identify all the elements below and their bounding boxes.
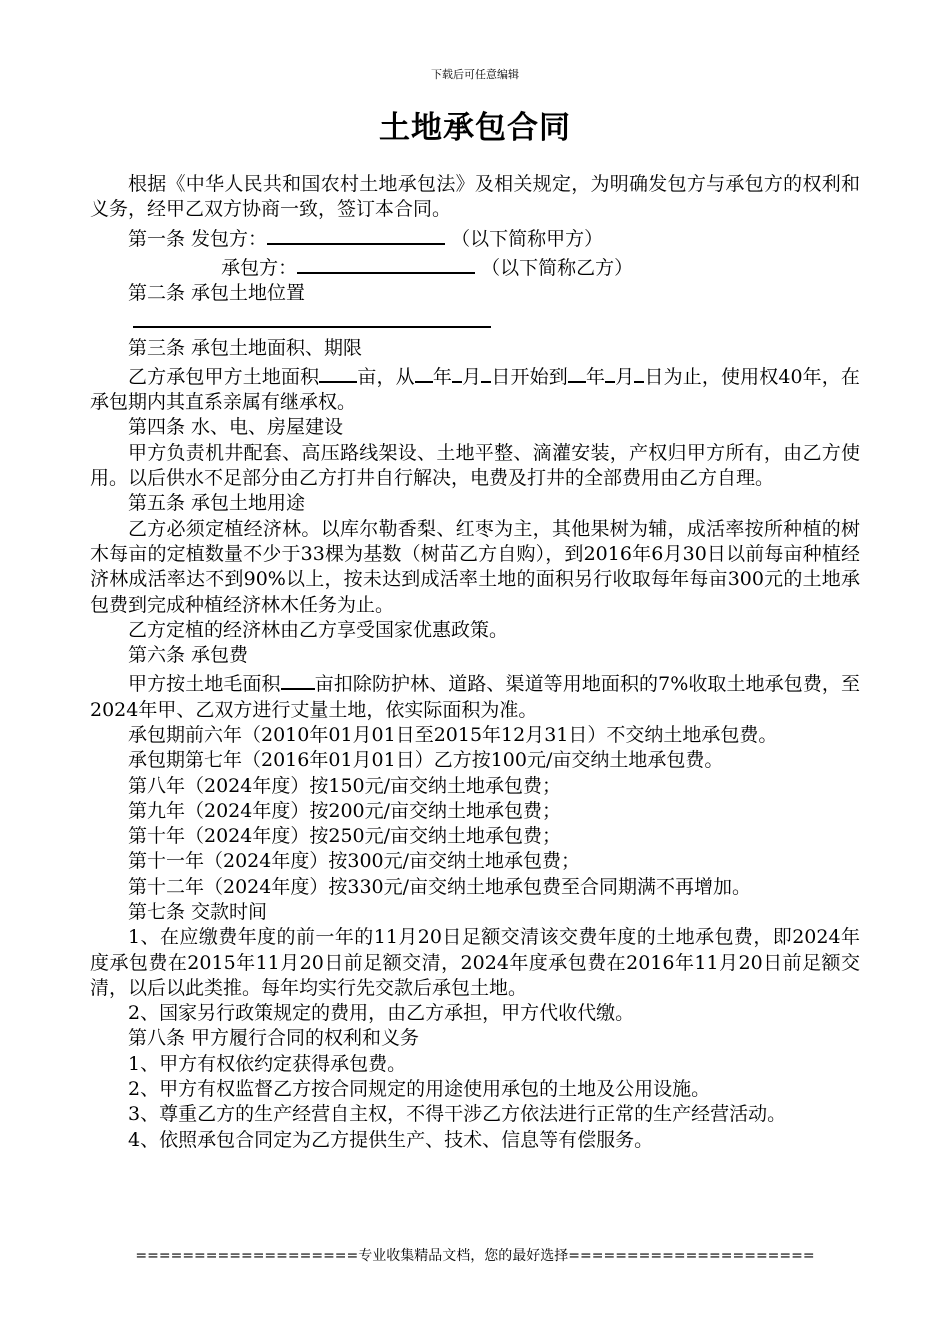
article-7-heading: 第七条 交款时间 <box>128 901 268 923</box>
article-3-text <box>90 361 860 416</box>
article-6-text-5: 第九年（2024年度）按200元/亩交纳土地承包费； <box>128 799 562 822</box>
article-4-heading: 第四条 水、电、房屋建设 <box>128 416 344 439</box>
from-text: 亩，从 <box>357 365 415 388</box>
year-text-2: 年 <box>585 365 606 388</box>
article-1-lessor-line <box>90 223 860 252</box>
area-blank <box>319 361 357 383</box>
lessee-label: 承包方： <box>221 256 298 279</box>
article-7-text-1: 1、在应缴费年度的前一年的11月20日足额交清该交费年度的土地承包费，即2024年度承包费在2015年11月20日前足额交清，2024年度承包费在2016年11月20日前足额交清，以后以此类推。每年均实行先交款后承包土地。 <box>90 926 860 999</box>
month-text: 月 <box>462 365 482 388</box>
article-6-text-7: 第十一年（2024年度）按300元/亩交纳土地承包费； <box>128 850 581 873</box>
article-6-heading: 第六条 承包费 <box>128 644 249 667</box>
article-4-text: 甲方负责机井配套、高压路线架设、土地平整、滴灌安装，产权归甲方所有，由乙方使用。以后供水不足部分由乙方打井自行解决，电费及打井的全部费用由乙方自理。 <box>90 441 860 490</box>
article-8-text-4: 4、依照承包合同定为乙方提供生产、技术、信息等有偿服务。 <box>128 1128 654 1151</box>
article-2-location-line <box>90 306 860 335</box>
deduction-text: 亩扣除防护林、道路、渠道等用地面积的7%收取土地承包费，至2024年甲、乙双方进行丈量土地，依实际面积为准。 <box>90 673 860 721</box>
location-blank <box>133 306 491 328</box>
article-1-lessee-line <box>90 252 860 281</box>
start-year-blank <box>415 361 433 383</box>
article-7-text-2: 2、国家另行政策规定的费用，由乙方承担，甲方代收代缴。 <box>128 1002 635 1025</box>
article-8-text-2: 2、甲方有权监督乙方按合同规定的用途使用承包的土地及公用设施。 <box>128 1078 711 1101</box>
lessee-suffix: （以下简称乙方） <box>481 256 634 279</box>
lessee-blank <box>297 252 475 274</box>
article-5-heading: 第五条 承包土地用途 <box>128 492 306 515</box>
gross-area-text: 甲方按土地毛面积 <box>128 673 281 696</box>
article-6-text-2: 承包期前六年（2010年01月01日至2015年12月31日）不交纳土地承包费。 <box>128 723 778 746</box>
article-2-heading: 第二条 承包土地位置 <box>128 282 306 305</box>
header-note: 下载后可任意编辑 <box>431 68 519 81</box>
article-8-heading: 第八条 甲方履行合同的权利和义务 <box>128 1027 420 1050</box>
article-8-text-1: 1、甲方有权依约定获得承包费。 <box>128 1052 407 1075</box>
article-5-text-2: 乙方定植的经济林由乙方享受国家优惠政策。 <box>128 618 509 641</box>
intro-paragraph: 根据《中华人民共和国农村土地承包法》及相关规定，为明确发包方与承包方的权利和义务，经甲乙双方协商一致，签订本合同。 <box>90 173 860 221</box>
article-6-text-6: 第十年（2024年度）按250元/亩交纳土地承包费； <box>128 825 562 848</box>
article-1-suffix: （以下简称甲方） <box>451 227 604 250</box>
article-6-text-8: 第十二年（2024年度）按330元/亩交纳土地承包费至合同期满不再增加。 <box>128 875 752 898</box>
article-6-text-3: 承包期第七年（2016年01月01日）乙方按100元/亩交纳土地承包费。 <box>128 749 724 772</box>
article-6-text-1 <box>90 668 860 723</box>
gross-area-blank <box>281 668 315 690</box>
area-text: 乙方承包甲方土地面积 <box>128 365 320 388</box>
contract-body <box>90 172 860 1153</box>
end-month-blank <box>605 361 615 383</box>
article-1-label: 第一条 发包方： <box>128 227 268 250</box>
article-8-text-3: 3、尊重乙方的生产经营自主权，不得干涉乙方依法进行正常的生产经营活动。 <box>128 1103 787 1126</box>
document-title: 土地承包合同 <box>379 110 571 146</box>
term-text: 日为止，使用权40年，在承包期内其直系亲属有继承权。 <box>90 365 860 414</box>
article-6-text-4: 第八年（2024年度）按150元/亩交纳土地承包费； <box>128 774 562 797</box>
article-5-text-1: 乙方必须定植经济林。以库尔勒香梨、红枣为主，其他果树为辅，成活率按所种植的树木每亩的定植数量不少于33棵为基数（树苗乙方自购），到2016年6月30日以前每亩种植经济林成活率达不到90%以上，按未达到成活率土地的面积另行收取每年每亩300元的土地承包费到完成种植经济林木任务为止。 <box>90 517 860 616</box>
footer-note: ===================专业收集精品文档，您的最好选择===================== <box>135 1248 815 1264</box>
end-day-blank <box>634 361 644 383</box>
start-month-blank <box>452 361 462 383</box>
lessor-blank <box>267 223 445 245</box>
year-text: 年 <box>432 365 452 388</box>
article-3-heading: 第三条 承包土地面积、期限 <box>128 336 363 359</box>
until-text: 日开始到 <box>491 365 568 388</box>
end-year-blank <box>568 361 586 383</box>
start-day-blank <box>481 361 491 383</box>
month-text-2: 月 <box>615 365 635 388</box>
